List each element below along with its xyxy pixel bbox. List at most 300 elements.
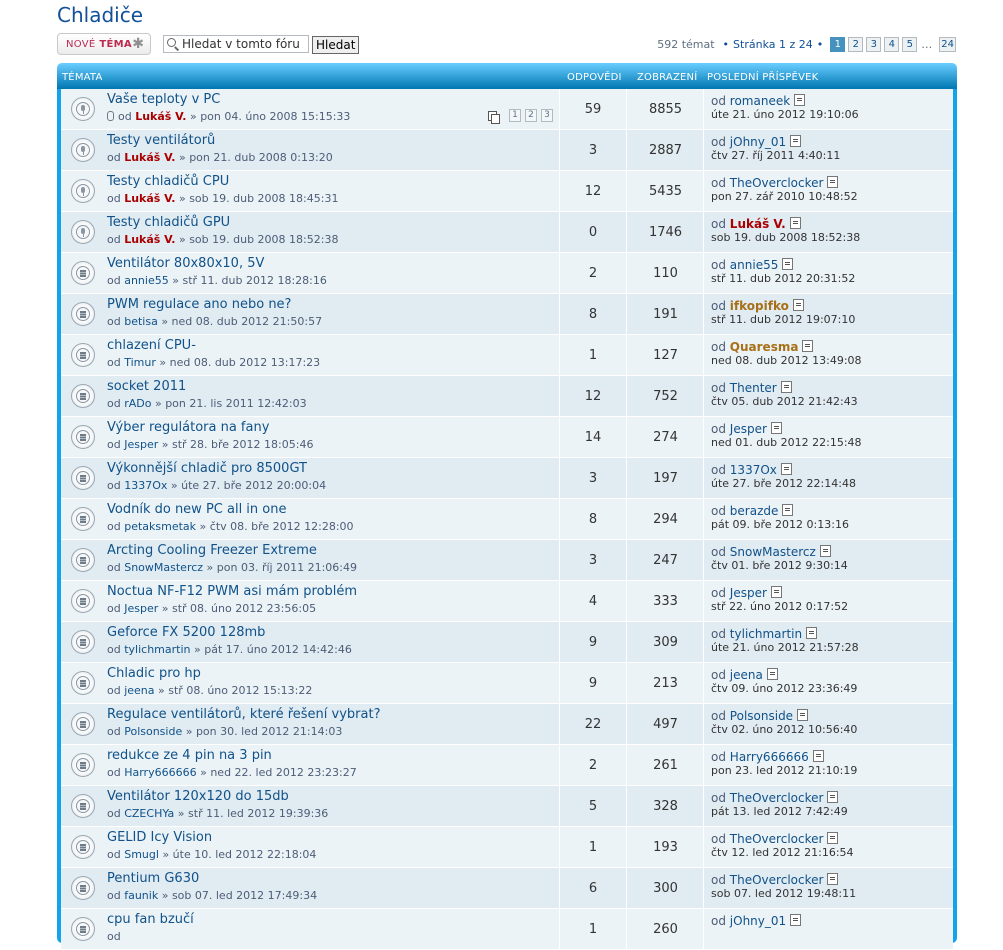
topic-author[interactable]: CZECHYa bbox=[124, 807, 175, 820]
last-post-cell bbox=[703, 89, 954, 129]
topic-list-header bbox=[57, 63, 957, 89]
topic-icon bbox=[71, 876, 95, 900]
topic-icon bbox=[71, 917, 95, 941]
topic-title[interactable]: GELID Icy Vision bbox=[107, 830, 213, 845]
topic-title[interactable]: Chladic pro hp bbox=[107, 666, 201, 681]
last-post-cell bbox=[703, 704, 954, 744]
topic-author[interactable]: jeena bbox=[124, 684, 155, 697]
by-prefix: od bbox=[711, 709, 726, 723]
topic-row bbox=[61, 130, 953, 171]
topic-title[interactable]: Testy ventilátorů bbox=[107, 133, 216, 148]
reply-count: 12 bbox=[559, 171, 626, 211]
last-post-author-line bbox=[711, 463, 792, 477]
header-last-post: POSLEDNÍ PŘÍSPĚVEK bbox=[707, 72, 819, 83]
topic-icon bbox=[71, 835, 95, 859]
by-prefix: od bbox=[711, 545, 726, 559]
last-post-author[interactable]: Polsonside bbox=[729, 709, 794, 723]
topic-icon bbox=[71, 753, 95, 777]
last-post-author[interactable]: berazde bbox=[729, 504, 779, 518]
topic-row bbox=[61, 827, 953, 868]
by-prefix: od bbox=[107, 889, 121, 902]
topic-cell bbox=[61, 540, 559, 580]
pagination bbox=[657, 37, 956, 52]
view-latest-post-icon[interactable] bbox=[771, 586, 782, 598]
last-post-author[interactable]: Harry666666 bbox=[729, 750, 809, 764]
topic-cell bbox=[61, 704, 559, 744]
last-post-date: sob 07. led 2012 19:48:11 bbox=[711, 887, 857, 900]
last-post-cell bbox=[703, 458, 954, 498]
topic-author[interactable]: Lukáš V. bbox=[135, 110, 187, 123]
last-post-cell bbox=[703, 376, 954, 416]
by-prefix: od bbox=[711, 135, 726, 149]
topic-title[interactable]: Arcting Cooling Freezer Extreme bbox=[107, 543, 317, 558]
view-count: 1746 bbox=[626, 212, 704, 252]
last-post-author-line bbox=[711, 545, 831, 559]
last-post-author-line bbox=[711, 750, 824, 764]
topic-cell bbox=[61, 212, 559, 252]
topic-title[interactable]: chlazení CPU- bbox=[107, 338, 196, 353]
last-post-author[interactable]: 1337Ox bbox=[729, 463, 777, 477]
page-link-2[interactable]: 2 bbox=[848, 37, 863, 52]
topic-icon bbox=[71, 630, 95, 654]
by-prefix: od bbox=[107, 725, 121, 738]
topic-date: sob 19. dub 2008 18:52:38 bbox=[189, 233, 339, 246]
topic-meta bbox=[107, 356, 320, 369]
topic-meta bbox=[107, 274, 327, 287]
topic-author[interactable]: Smugl bbox=[124, 848, 159, 861]
by-prefix: od bbox=[107, 356, 121, 369]
topic-page-link[interactable]: 3 bbox=[541, 109, 553, 122]
sticky-topic-icon bbox=[71, 220, 95, 244]
topic-title[interactable]: Ventilátor 80x80x10, 5V bbox=[107, 256, 265, 271]
view-latest-post-icon[interactable] bbox=[794, 94, 805, 106]
topic-title[interactable]: Výber regulátora na fany bbox=[107, 420, 270, 435]
header-replies: ODPOVĚDI bbox=[567, 72, 622, 83]
last-post-author[interactable]: TheOverclocker bbox=[729, 832, 824, 846]
topic-date: sob 19. dub 2008 18:45:31 bbox=[189, 192, 339, 205]
view-latest-post-icon[interactable] bbox=[797, 709, 808, 721]
by-prefix: od bbox=[711, 668, 726, 682]
page-link-4[interactable]: 4 bbox=[884, 37, 899, 52]
reply-count: 2 bbox=[559, 253, 626, 293]
page-link-3[interactable]: 3 bbox=[866, 37, 881, 52]
topic-row bbox=[61, 294, 953, 335]
topic-icon bbox=[71, 794, 95, 818]
by-prefix: od bbox=[711, 217, 726, 231]
by-prefix: od bbox=[711, 791, 726, 805]
last-post-author[interactable]: Jesper bbox=[729, 586, 767, 600]
page-of[interactable]: Stránka 1 z 24 bbox=[733, 38, 813, 51]
topic-row bbox=[61, 499, 953, 540]
view-latest-post-icon[interactable] bbox=[781, 463, 792, 475]
view-latest-post-icon[interactable] bbox=[827, 176, 838, 188]
topic-title[interactable]: Vaše teploty v PC bbox=[107, 92, 221, 107]
view-latest-post-icon[interactable] bbox=[790, 914, 801, 926]
last-post-author[interactable]: jOhny_01 bbox=[729, 135, 787, 149]
last-post-author[interactable]: TheOverclocker bbox=[729, 873, 824, 887]
topic-page-link[interactable]: 2 bbox=[525, 109, 537, 122]
last-post-date: čtv 12. led 2012 21:16:54 bbox=[711, 846, 854, 859]
last-post-cell bbox=[703, 294, 954, 334]
sticky-topic-icon bbox=[71, 179, 95, 203]
meta-separator: » bbox=[170, 479, 178, 492]
view-count: 110 bbox=[626, 253, 704, 293]
by-prefix: od bbox=[711, 832, 726, 846]
last-post-cell bbox=[703, 171, 954, 211]
by-prefix: od bbox=[107, 438, 121, 451]
last-post-cell bbox=[703, 745, 954, 785]
by-prefix: od bbox=[107, 397, 121, 410]
view-count: 261 bbox=[626, 745, 704, 785]
last-post-date: pon 27. zář 2010 10:48:52 bbox=[711, 190, 858, 203]
topic-author[interactable]: Jesper bbox=[124, 602, 159, 615]
reply-count: 5 bbox=[559, 786, 626, 826]
topic-author[interactable]: 1337Ox bbox=[124, 479, 168, 492]
topic-row bbox=[61, 540, 953, 581]
view-latest-post-icon[interactable] bbox=[790, 135, 801, 147]
view-latest-post-icon[interactable] bbox=[793, 299, 804, 311]
meta-separator: » bbox=[200, 766, 207, 779]
topic-date: pon 03. říj 2011 21:06:49 bbox=[216, 561, 357, 574]
search-box[interactable] bbox=[163, 35, 309, 53]
last-post-date: ned 01. dub 2012 22:15:48 bbox=[711, 436, 862, 449]
topic-date: ned 08. dub 2012 13:17:23 bbox=[169, 356, 321, 369]
last-post-date: pon 23. led 2012 21:10:19 bbox=[711, 764, 858, 777]
topic-cell bbox=[61, 786, 559, 826]
meta-separator: » bbox=[158, 684, 165, 697]
topic-row bbox=[61, 786, 953, 827]
by-prefix: od bbox=[711, 422, 726, 436]
topic-author[interactable]: faunik bbox=[124, 889, 159, 902]
meta-separator: » bbox=[162, 848, 170, 861]
view-count: 8855 bbox=[626, 89, 704, 129]
topic-row bbox=[61, 622, 953, 663]
last-post-author-line bbox=[711, 627, 817, 641]
view-count: 197 bbox=[626, 458, 704, 498]
by-prefix: od bbox=[711, 873, 726, 887]
topic-meta bbox=[107, 643, 352, 656]
topic-icon bbox=[71, 507, 95, 531]
topic-title[interactable]: Ventilátor 120x120 do 15db bbox=[107, 789, 289, 804]
new-topic-button[interactable] bbox=[57, 33, 151, 55]
topic-page-link[interactable]: 1 bbox=[509, 109, 521, 122]
topic-meta bbox=[107, 315, 322, 328]
meta-separator: » bbox=[172, 274, 179, 287]
topic-icon bbox=[71, 384, 95, 408]
view-latest-post-icon[interactable] bbox=[820, 545, 831, 557]
search-input[interactable] bbox=[182, 37, 307, 51]
view-count: 127 bbox=[626, 335, 704, 375]
topic-title[interactable]: Testy chladičů CPU bbox=[107, 174, 230, 189]
by-prefix: od bbox=[107, 643, 121, 656]
separator: • bbox=[722, 38, 730, 51]
meta-separator: » bbox=[199, 520, 207, 533]
last-post-cell bbox=[703, 663, 954, 703]
last-post-date: čtv 09. úno 2012 23:36:49 bbox=[711, 682, 858, 695]
topic-row bbox=[61, 212, 953, 253]
search-button[interactable]: Hledat bbox=[312, 36, 359, 54]
separator: • bbox=[816, 38, 824, 51]
topic-author[interactable]: Lukáš V. bbox=[124, 233, 176, 246]
last-post-author[interactable]: TheOverclocker bbox=[729, 791, 824, 805]
reply-count: 1 bbox=[559, 827, 626, 867]
topic-cell bbox=[61, 909, 559, 949]
by-prefix: od bbox=[107, 233, 121, 246]
topic-meta bbox=[107, 725, 342, 738]
topic-icon bbox=[71, 425, 95, 449]
last-post-date: úte 21. úno 2012 21:57:28 bbox=[711, 641, 859, 654]
by-prefix: od bbox=[107, 151, 121, 164]
topic-title[interactable]: Testy chladičů GPU bbox=[107, 215, 231, 230]
topic-row bbox=[61, 89, 953, 130]
topic-row bbox=[61, 704, 953, 745]
last-post-date: čtv 27. říj 2011 4:40:11 bbox=[711, 149, 841, 162]
last-post-author[interactable]: TheOverclocker bbox=[729, 176, 824, 190]
topic-rows bbox=[61, 89, 953, 950]
meta-separator: » bbox=[194, 643, 201, 656]
last-post-author-line bbox=[711, 176, 838, 190]
by-prefix: od bbox=[711, 381, 726, 395]
topic-meta bbox=[107, 766, 357, 779]
reply-count: 3 bbox=[559, 130, 626, 170]
topic-date: stř 11. led 2012 19:39:36 bbox=[188, 807, 329, 820]
page-link-5[interactable]: 5 bbox=[902, 37, 917, 52]
topic-date: úte 10. led 2012 22:18:04 bbox=[172, 848, 317, 861]
last-post-author-line bbox=[711, 340, 813, 354]
topic-title[interactable]: cpu fan bzučí bbox=[107, 912, 194, 927]
topic-title[interactable]: Pentium G630 bbox=[107, 871, 200, 886]
view-count: 328 bbox=[626, 786, 704, 826]
view-latest-post-icon[interactable] bbox=[802, 340, 813, 352]
topic-title[interactable]: Geforce FX 5200 128mb bbox=[107, 625, 266, 640]
page-link-1[interactable]: 1 bbox=[830, 37, 845, 52]
view-count: 309 bbox=[626, 622, 704, 662]
topic-date: pon 21. lis 2011 12:42:03 bbox=[165, 397, 307, 410]
by-prefix: od bbox=[107, 561, 121, 574]
last-post-date: stř 22. úno 2012 0:17:52 bbox=[711, 600, 849, 613]
topic-icon bbox=[71, 302, 95, 326]
topic-author[interactable]: Lukáš V. bbox=[124, 192, 176, 205]
last-post-author-line bbox=[711, 791, 838, 805]
meta-separator: » bbox=[177, 807, 185, 820]
last-post-author-line bbox=[711, 668, 778, 682]
view-count: 752 bbox=[626, 376, 704, 416]
view-count: 294 bbox=[626, 499, 704, 539]
topic-date: stř 08. úno 2012 15:13:22 bbox=[168, 684, 313, 697]
by-prefix: od bbox=[107, 684, 121, 697]
topic-meta bbox=[107, 889, 317, 902]
view-count: 2887 bbox=[626, 130, 704, 170]
last-post-author[interactable]: jOhny_01 bbox=[729, 914, 787, 928]
last-post-author-line bbox=[711, 914, 801, 928]
topic-title[interactable]: redukce ze 4 pin na 3 pin bbox=[107, 748, 272, 763]
by-prefix: od bbox=[711, 750, 726, 764]
view-latest-post-icon[interactable] bbox=[827, 791, 838, 803]
last-post-author-line bbox=[711, 832, 838, 846]
topic-cell bbox=[61, 376, 559, 416]
topic-meta bbox=[107, 520, 354, 533]
topic-cell bbox=[61, 335, 559, 375]
topic-date: stř 11. dub 2012 18:28:16 bbox=[182, 274, 327, 287]
view-count: 260 bbox=[626, 909, 704, 949]
topic-title[interactable]: Regulace ventilátorů, které řešení vybrat? bbox=[107, 707, 381, 722]
topic-author[interactable]: petaksmetak bbox=[124, 520, 197, 533]
topic-icon bbox=[71, 343, 95, 367]
topic-date: čtv 08. bře 2012 12:28:00 bbox=[209, 520, 354, 533]
topic-title[interactable]: Vodník do new PC all in one bbox=[107, 502, 287, 517]
topic-row bbox=[61, 376, 953, 417]
view-latest-post-icon[interactable] bbox=[767, 668, 778, 680]
last-post-date: pát 09. bře 2012 0:13:16 bbox=[711, 518, 849, 531]
view-latest-post-icon[interactable] bbox=[771, 422, 782, 434]
topic-cell bbox=[61, 89, 559, 129]
topic-pages-icon bbox=[488, 111, 498, 121]
reply-count: 3 bbox=[559, 540, 626, 580]
topic-date: pon 21. dub 2008 0:13:20 bbox=[189, 151, 333, 164]
topic-meta bbox=[107, 479, 326, 492]
topic-meta bbox=[107, 561, 357, 574]
topic-cell bbox=[61, 253, 559, 293]
topic-author[interactable]: Jesper bbox=[124, 438, 159, 451]
topic-meta bbox=[107, 438, 313, 451]
by-prefix: od bbox=[711, 258, 726, 272]
topic-author[interactable]: rADo bbox=[124, 397, 152, 410]
last-post-author-line bbox=[711, 709, 808, 723]
topic-author[interactable]: betisa bbox=[124, 315, 158, 328]
view-count: 213 bbox=[626, 663, 704, 703]
topic-date: pon 04. úno 2008 15:15:33 bbox=[200, 110, 351, 123]
topic-author[interactable]: tylichmartin bbox=[124, 643, 191, 656]
last-post-author[interactable]: tylichmartin bbox=[729, 627, 803, 641]
reply-count: 8 bbox=[559, 499, 626, 539]
page-link-last[interactable]: 24 bbox=[941, 39, 954, 50]
attachment-icon bbox=[107, 111, 114, 121]
last-post-author[interactable]: Jesper bbox=[729, 422, 767, 436]
by-prefix: od bbox=[107, 520, 121, 533]
topic-row bbox=[61, 335, 953, 376]
topic-author[interactable]: Polsonside bbox=[124, 725, 183, 738]
topic-cell bbox=[61, 417, 559, 457]
topic-date: úte 27. bře 2012 20:00:04 bbox=[181, 479, 327, 492]
last-post-cell bbox=[703, 335, 954, 375]
view-latest-post-icon[interactable] bbox=[790, 217, 801, 229]
by-prefix: od bbox=[107, 930, 121, 943]
topic-author[interactable]: Timur bbox=[124, 356, 156, 369]
last-post-author[interactable]: Quaresma bbox=[729, 340, 799, 354]
topic-icon bbox=[71, 671, 95, 695]
last-post-author-line bbox=[711, 873, 838, 887]
view-count: 5435 bbox=[626, 171, 704, 211]
topic-row bbox=[61, 663, 953, 704]
view-count: 274 bbox=[626, 417, 704, 457]
topic-icon bbox=[71, 261, 95, 285]
view-latest-post-icon[interactable] bbox=[813, 750, 824, 762]
topic-date: stř 08. úno 2012 23:56:05 bbox=[171, 602, 317, 615]
topic-title[interactable]: PWM regulace ano nebo ne? bbox=[107, 297, 292, 312]
last-post-cell bbox=[703, 827, 954, 867]
by-prefix: od bbox=[118, 110, 132, 123]
by-prefix: od bbox=[711, 176, 726, 190]
topic-author[interactable]: SnowMastercz bbox=[124, 561, 204, 574]
view-count: 300 bbox=[626, 868, 704, 908]
view-latest-post-icon[interactable] bbox=[782, 504, 793, 516]
last-post-author[interactable]: ifkopifko bbox=[729, 299, 789, 313]
last-post-date: sob 19. dub 2008 18:52:38 bbox=[711, 231, 861, 244]
topic-row bbox=[61, 581, 953, 622]
topic-icon bbox=[71, 712, 95, 736]
view-latest-post-icon[interactable] bbox=[827, 873, 838, 885]
topic-author[interactable]: Harry666666 bbox=[124, 766, 197, 779]
last-post-author-line bbox=[711, 94, 805, 108]
last-post-cell bbox=[703, 909, 954, 949]
last-post-author-line bbox=[711, 381, 792, 395]
last-post-author[interactable]: SnowMastercz bbox=[729, 545, 816, 559]
topic-cell bbox=[61, 622, 559, 662]
topic-author[interactable]: annie55 bbox=[124, 274, 169, 287]
last-post-author[interactable]: romaneek bbox=[729, 94, 791, 108]
topic-title[interactable]: socket 2011 bbox=[107, 379, 187, 394]
last-post-date: čtv 05. dub 2012 21:42:43 bbox=[711, 395, 858, 408]
reply-count: 14 bbox=[559, 417, 626, 457]
view-latest-post-icon[interactable] bbox=[781, 381, 792, 393]
by-prefix: od bbox=[711, 914, 726, 928]
last-post-cell bbox=[703, 868, 954, 908]
by-prefix: od bbox=[711, 94, 726, 108]
last-post-author[interactable]: Lukáš V. bbox=[729, 217, 786, 231]
topic-cell bbox=[61, 827, 559, 867]
last-post-date: ned 08. dub 2012 13:49:08 bbox=[711, 354, 862, 367]
topic-date: stř 28. bře 2012 18:05:46 bbox=[171, 438, 314, 451]
last-post-author[interactable]: annie55 bbox=[729, 258, 779, 272]
reply-count: 4 bbox=[559, 581, 626, 621]
topic-title[interactable]: Výkonnější chladič pro 8500GT bbox=[107, 461, 308, 476]
last-post-cell bbox=[703, 581, 954, 621]
view-latest-post-icon[interactable] bbox=[827, 832, 838, 844]
topic-icon bbox=[71, 548, 95, 572]
last-post-author-line bbox=[711, 504, 793, 518]
last-post-author-line bbox=[711, 217, 801, 231]
topic-cell bbox=[61, 663, 559, 703]
topic-meta bbox=[107, 151, 333, 164]
topic-list bbox=[57, 63, 957, 943]
by-prefix: od bbox=[107, 274, 121, 287]
topic-date: pon 30. led 2012 21:14:03 bbox=[195, 725, 343, 738]
meta-separator: » bbox=[189, 110, 197, 123]
topic-title[interactable]: Noctua NF-F12 PWM asi mám problém bbox=[107, 584, 358, 599]
topic-row bbox=[61, 745, 953, 786]
last-post-cell bbox=[703, 540, 954, 580]
topic-meta bbox=[107, 807, 328, 820]
view-latest-post-icon[interactable] bbox=[806, 627, 817, 639]
last-post-author[interactable]: Thenter bbox=[729, 381, 777, 395]
topic-row bbox=[61, 868, 953, 909]
topic-author[interactable]: Lukáš V. bbox=[124, 151, 176, 164]
last-post-author[interactable]: jeena bbox=[729, 668, 763, 682]
reply-count: 12 bbox=[559, 376, 626, 416]
last-post-date: čtv 02. úno 2012 10:56:40 bbox=[711, 723, 858, 736]
last-post-date: čtv 01. bře 2012 9:30:14 bbox=[711, 559, 848, 572]
last-post-cell bbox=[703, 417, 954, 457]
last-post-cell bbox=[703, 622, 954, 662]
topic-row bbox=[61, 253, 953, 294]
view-latest-post-icon[interactable] bbox=[782, 258, 793, 270]
by-prefix: od bbox=[107, 848, 121, 861]
page-title[interactable]: Chladiče bbox=[57, 3, 144, 27]
topic-row bbox=[61, 171, 953, 212]
by-prefix: od bbox=[107, 807, 121, 820]
topic-date: ned 22. led 2012 23:23:27 bbox=[210, 766, 357, 779]
new-topic-label: NOVÉ TÉMA bbox=[66, 38, 132, 50]
